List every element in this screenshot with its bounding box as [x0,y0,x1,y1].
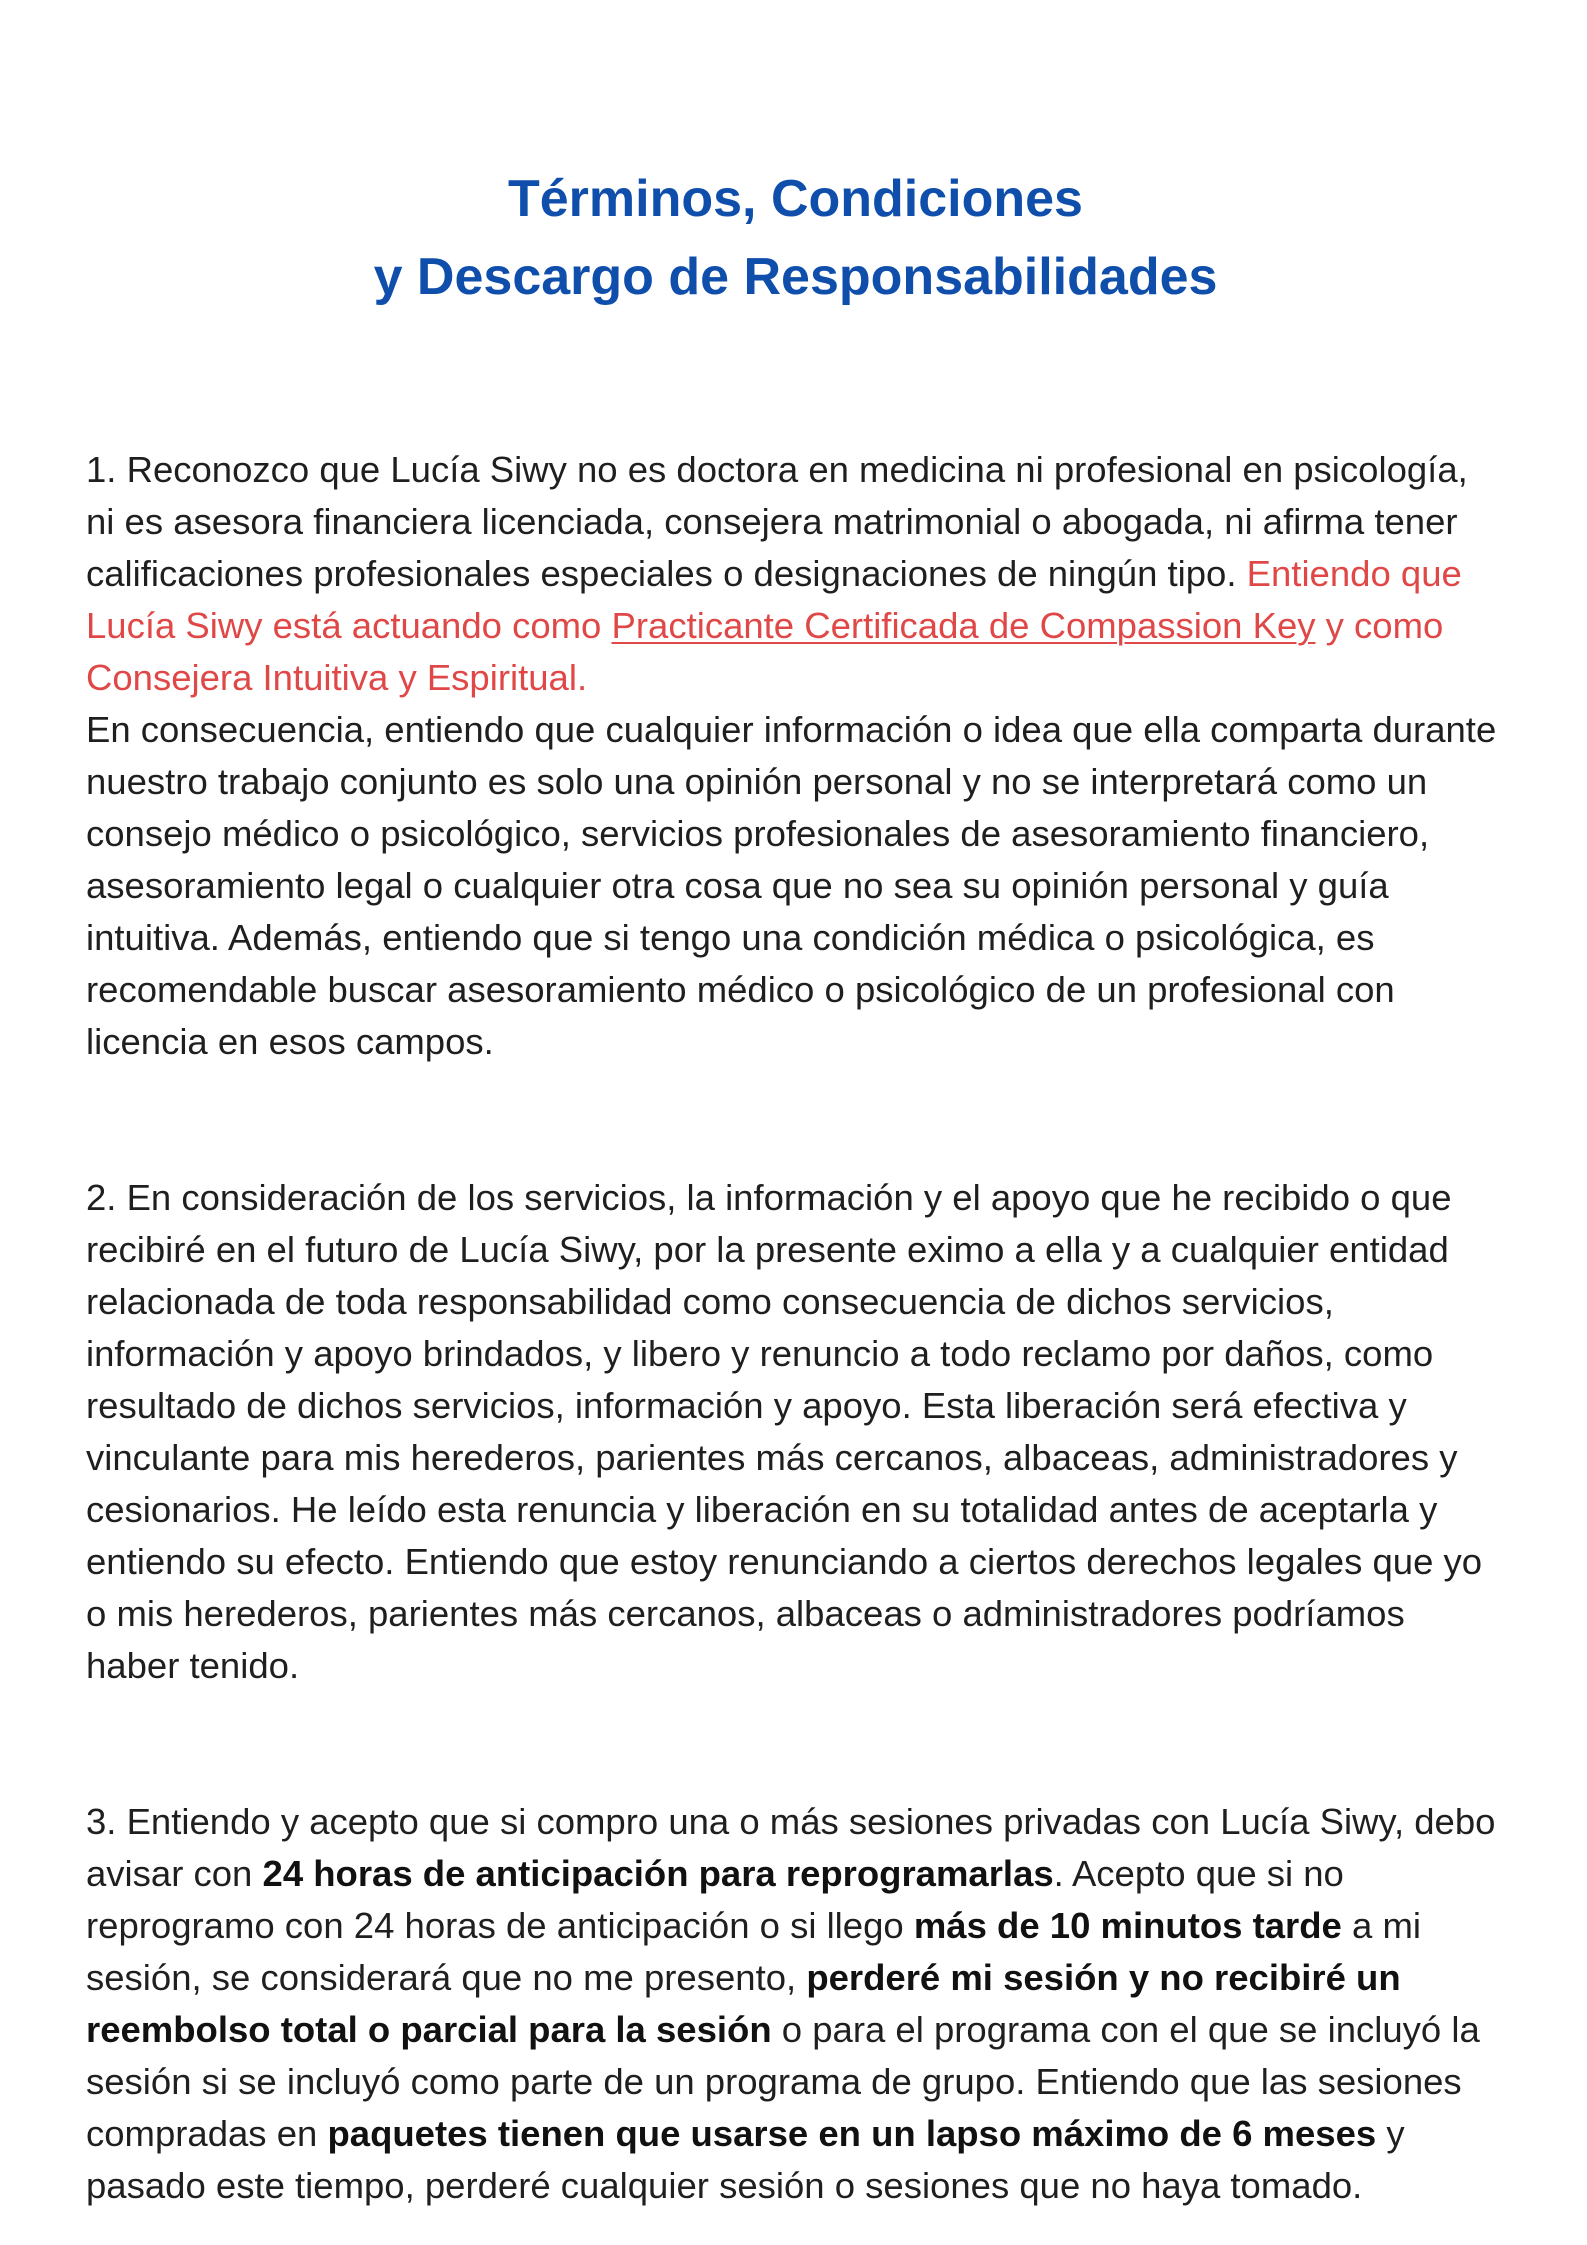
section-1-paragraph [86,444,1505,1068]
section-3-text-2: . Acepto que si no reprogramo con 24 horas de anticipación o si llego [86,1853,1344,1946]
section-1-highlight-pre: Entiendo que Lucía Siwy está actuando como [86,553,1462,646]
section-1-body: En consecuencia, entiendo que cualquier información o idea que ella comparta durante nuestro trabajo conjunto es solo una opinión personal y no se interpretará como un consejo médico o psicológico, servicios profesionales de asesoramiento financiero, asesoramiento legal o cualquier otra cosa que no sea su opinión personal y guía intuitiva. Además, entiendo que si tengo una condición médica o psicológica, es recomendable buscar asesoramiento médico o psicológico de un profesional con licencia en esos campos. [86,709,1497,1062]
section-3-text-3: a mi sesión, se considerará que no me presento, [86,1905,1421,1998]
section-3-paragraph [86,1796,1505,2212]
section-3-bold-1: 24 horas de anticipación para reprogramarlas [262,1853,1054,1894]
section-3-text-1: 3. Entiendo y acepto que si compro una o más sesiones privadas con Lucía Siwy, debo avisar con [86,1801,1496,1894]
section-1-highlight-post: y como Consejera Intuitiva y Espiritual. [86,605,1444,698]
section-3-text-5: y pasado este tiempo, perderé cualquier sesión o sesiones que no haya tomado. [86,2113,1405,2206]
section-1-intro: 1. Reconozco que Lucía Siwy no es doctora en medicina ni profesional en psicología, ni es asesora financiera licenciada, consejera matrimonial o abogada, ni afirma tener calificaciones profesionales especiales o designaciones de ningún tipo. [86,449,1468,594]
title-line-2: y Descargo de Responsabilidades [373,248,1218,306]
compassion-key-link[interactable]: Practicante Certificada de Compassion Key [611,605,1316,646]
section-3-text-4: o para el programa con el que se incluyó la sesión si se incluyó como parte de un programa de grupo. Entiendo que las sesiones compradas en [86,2009,1480,2154]
section-3-bold-4: paquetes tienen que usarse en un lapso máximo de 6 meses [327,2113,1377,2154]
page-title [86,160,1505,316]
section-3-bold-2: más de 10 minutos tarde [913,1905,1342,1946]
section-3-bold-3: perderé mi sesión y no recibiré un reembolso total o parcial para la sesión [86,1957,1401,2050]
title-line-1: Términos, Condiciones [508,170,1083,228]
section-2-paragraph: 2. En consideración de los servicios, la información y el apoyo que he recibido o que recibiré en el futuro de Lucía Siwy, por la presente eximo a ella y a cualquier entidad relacionada de toda responsabilidad como consecuencia de dichos servicios, información y apoyo brindados, y libero y renuncio a todo reclamo por daños, como resultado de dichos servicios, información y apoyo. Esta liberación será efectiva y vinculante para mis herederos, parientes más cercanos, albaceas, administradores y cesionarios. He leído esta renuncia y liberación en su totalidad antes de aceptarla y entiendo su efecto. Entiendo que estoy renunciando a ciertos derechos legales que yo o mis herederos, parientes más cercanos, albaceas o administradores podríamos haber tenido. [86,1177,1483,1686]
